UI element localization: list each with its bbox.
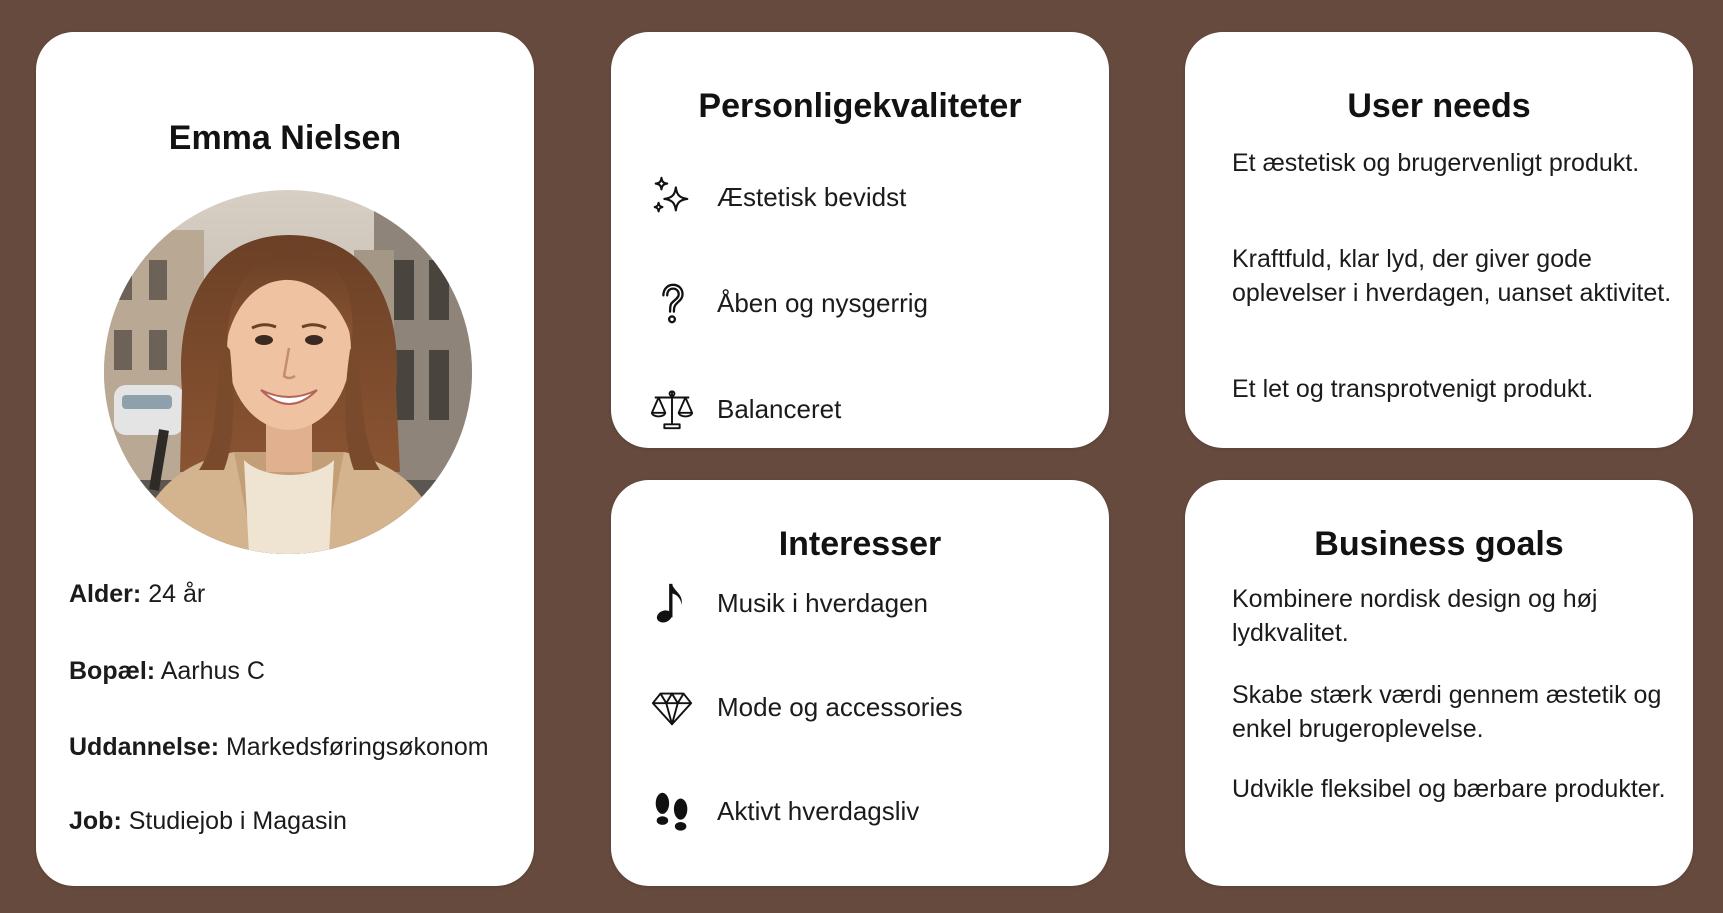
- music-note-icon: [647, 578, 697, 628]
- profile-name: Emma Nielsen: [168, 119, 402, 157]
- footprints-icon: [647, 786, 697, 836]
- fact-residence-label: Bopæl:: [69, 657, 156, 685]
- fact-education-value: Markedsføringsøkonom: [225, 733, 489, 761]
- fact-job-value: Studiejob i Magasin: [128, 807, 347, 835]
- diamond-icon: [647, 682, 697, 732]
- interest-label: Mode og accessories: [717, 692, 963, 722]
- fact-job-label: Job:: [69, 807, 122, 835]
- fact-job: [69, 806, 347, 836]
- interests-card: [611, 480, 1109, 886]
- quality-item: [647, 278, 928, 328]
- business-goal-item: Udvikle fleksibel og bærbare produkter.: [1232, 775, 1666, 803]
- interest-label: Aktivt hverdagsliv: [717, 796, 920, 826]
- interest-label: Musik i hverdagen: [717, 588, 928, 618]
- business-goals-card: [1185, 480, 1693, 886]
- fact-age-label: Alder:: [69, 580, 142, 608]
- user-needs-title: User needs: [1347, 87, 1531, 125]
- quality-label: Åben og nysgerrig: [717, 288, 929, 318]
- fact-age-value: 24 år: [148, 580, 206, 608]
- quality-label: Æstetisk bevidst: [717, 182, 907, 212]
- quality-item: [647, 172, 906, 222]
- fact-education: [69, 732, 489, 762]
- fact-age: [69, 579, 205, 609]
- interest-item: [647, 682, 963, 732]
- fact-residence-value: Aarhus C: [160, 657, 265, 685]
- business-goal-item: Kombinere nordisk design og høj lydkvalitet.: [1232, 585, 1598, 647]
- business-goal-item: Skabe stærk værdi gennem æstetik og enkel brugeroplevelse.: [1232, 681, 1662, 743]
- quality-label: Balanceret: [717, 394, 842, 424]
- user-need-item: Et let og transprotvenigt produkt.: [1232, 375, 1594, 403]
- question-mark-icon: [647, 278, 697, 328]
- user-need-item: Et æstetisk og brugervenligt produkt.: [1232, 149, 1640, 177]
- fact-residence: [69, 656, 265, 686]
- quality-item: [647, 384, 841, 434]
- profile-card: [36, 32, 534, 886]
- business-goals-title: Business goals: [1314, 525, 1564, 563]
- sparkles-icon: [647, 172, 697, 222]
- scales-icon: [647, 384, 697, 434]
- interest-item: [647, 786, 919, 836]
- qualities-card: [611, 32, 1109, 448]
- interests-title: Interesser: [778, 525, 942, 563]
- interest-item: [647, 578, 928, 628]
- qualities-title: Personligekvaliteter: [698, 87, 1022, 125]
- user-need-item: Kraftfuld, klar lyd, der giver gode oplevelser i hverdagen, uanset aktivitet.: [1232, 245, 1672, 307]
- fact-education-label: Uddannelse:: [69, 733, 220, 761]
- avatar: [104, 190, 472, 554]
- user-needs-card: [1185, 32, 1693, 448]
